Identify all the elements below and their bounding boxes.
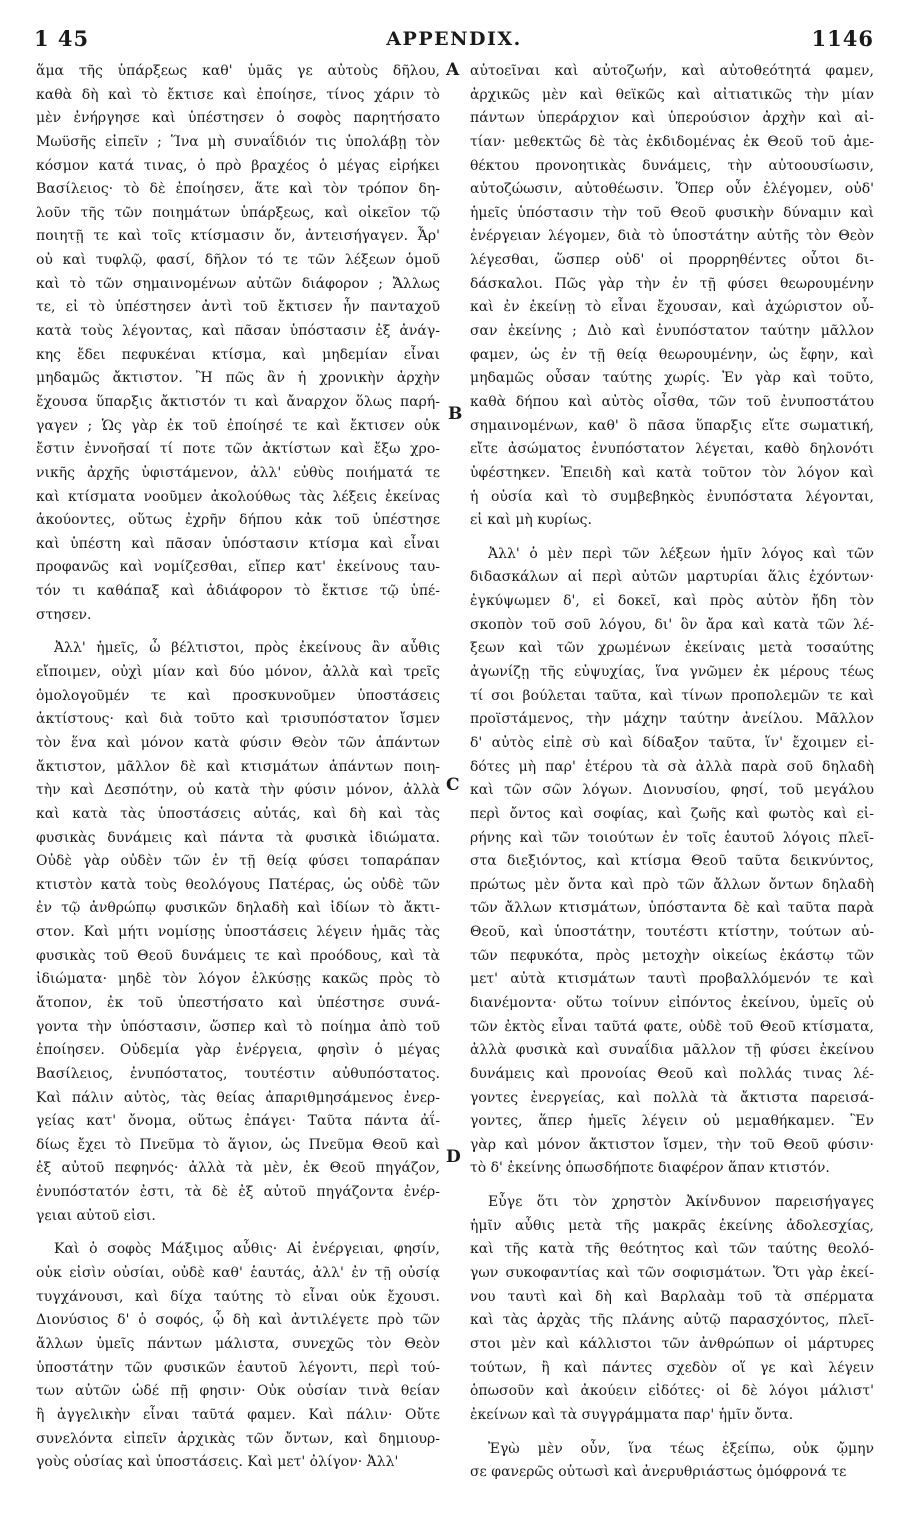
paragraph-gap [36,1228,440,1238]
text-line: Καὶ ὁ σοφὸς Μάξιμος αὖθις· Αἱ ἐνέργειαι, φησίν, [54,1241,440,1258]
text-line: δάσκαλοι. Πῶς γὰρ τὴν ἐν τῇ φύσει θεωρουμένην [470,275,874,292]
text-line: κατὰ τοὺς λέγοντας, καὶ πᾶσαν ὑπόστασιν ἐξ ἀνάγ- [36,323,440,340]
text-line: τῶν ἄλλων κτισμάτων, ὑπόσταντα δὲ καὶ ταῦτα παρὰ [470,900,874,917]
text-line: ἀκτίστους· καὶ διὰ τοῦτο καὶ τρισυπόστατον ἴσμεν [36,711,440,728]
text-line: ὁμολογοῦμέν τε καὶ προσκυνοῦμεν ὑποστάσεις [36,687,440,704]
text-line: γὰρ καὶ μόνον ἄκτιστον ἴσμεν, τὴν τοῦ Θεοῦ φύσιν· [470,1136,874,1153]
text-line: λοῦν τῆς τῶν ποιημάτων ὑπάρξεως, καὶ οἰκεῖον τῷ [36,204,440,221]
text-line: καὶ τὰς ἀρχὰς τῆς πλάνης αὐτῷ παρασχόντος, πλεῖ- [470,1312,874,1329]
text-line: ρήνης καὶ τῶν τοιούτων ἐν τοῖς ἑαυτοῦ λόγοις πλεῖ- [470,829,874,846]
text-line: εἴποιμεν, οὐχὶ μίαν καὶ δύο μόνον, ἀλλὰ καὶ τρεῖς [36,664,440,681]
text-line: γοντες ἐνεργείας, καὶ πολλὰ τὰ ἄκτιστα παρεισά- [470,1089,874,1106]
text-line: μετ' αὐτὰ κτισμάτων ταυτὶ προβαλλόμενόν τε καὶ [470,971,874,988]
page-header [34,26,874,56]
paragraph-gap [470,533,874,543]
text-line: νου ταυτὶ καὶ δὴ καὶ Βαρλαὰμ τοῦ τὰ σπέρματα [470,1288,874,1305]
paragraph [470,1438,874,1485]
text-line: κόσμον κατά τινας, ὁ πρὸ βραχέος ὁ μέγας εἰρήκει [36,157,440,174]
paragraph-gap [470,1181,874,1191]
left-column [36,60,440,1475]
text-line: ἀρχικῶς μὲν καὶ θεϊκῶς καὶ αἰτιατικῶς τὴν μίαν [470,86,874,103]
text-line: προϊστάμενος, τὴν μάχην ταύτην ἀνείλου. Μᾶλλον [470,711,874,728]
text-line: γοὺς οὐσίας καὶ ὑποστάσεις. Καὶ μετ' ὀλίγον· Ἀλλ' [36,1454,399,1471]
text-line: καὶ ἐν ἐκείνῃ τὸ εἶναι ἔχουσαν, καὶ ἀχώριστον οὖ- [470,299,874,316]
text-line: μηδαμῶς ἄκτιστον. Ἢ πῶς ἂν ἡ χρονικὴν ἀρχὴν [36,370,440,387]
text-line: των αὐτῶν ὡδέ πῇ φησιν· Οὐκ οὐσίαν τινὰ θείαν [36,1383,440,1400]
text-line: φυσικὰς τοῦ Θεοῦ δυνάμεις τε καὶ προόδους, καὶ τὰ [36,947,440,964]
margin-marker-b: B [448,404,463,424]
text-line: προφανῶς καὶ νομίζεσθαι, εἴπερ κατ' ἐκείνους ταυ- [36,559,440,576]
text-line: ἐκείνων καὶ τὰ συγγράμματα παρ' ἡμῖν ὄντα. [470,1406,794,1423]
text-line: σημαινομένων, καθ' ὃ πᾶσα ὕπαρξις εἴτε σωματική, [470,417,874,434]
text-line: Διονύσιος δ' ὁ σοφός, ᾧ δὴ καὶ ἀντιλέγετε πρὸ τῶν [36,1312,440,1329]
text-line: τόν τι καθάπαξ καὶ ἀδιάφορον τὸ ἔκτισε τῷ ὑπέ- [36,583,440,600]
text-line: τὸ δ' ἐκείνης ὁπωσδήποτε διαφέρον ἅπαν κτιστόν. [470,1160,830,1177]
text-line: γείας κατ' ὄνομα, οὕτως ἐπάγει· Ταῦτα πάντα ἀΐ- [36,1113,440,1130]
text-line: καὶ τὸ τῶν σημαινομένων αὐτῶν διάφορον ; Ἄλλως [36,275,440,292]
text-line: λέγεσθαι, ὥσπερ οὐδ' οἱ προρρηθέντες οὗτοι δι- [470,252,874,269]
text-line: τὸν ἕνα καὶ μόνον κατὰ φύσιν Θεὸν τῶν ἁπάντων [36,734,440,751]
text-line: διανέμοντα· οὕτω τοίνυν εἰπόντος ἐκείνου, ὑμεῖς οὐ [470,994,874,1011]
text-line: ἐν τῷ ἀνθρώπῳ φυσικῶν δηλαδὴ καὶ ἰδίων τὸ ἄκτι- [36,900,440,917]
text-line: δυνάμεις καὶ προνοίας Θεοῦ καὶ πολλάς τινας λέ- [470,1065,874,1082]
text-line: ἐνέργειαν λέγομεν, διὰ τὸ ὑποστάτην αὐτῆς τὸν Θεὸν [470,228,874,245]
text-line: γοντες, ἅπερ ἡμεῖς λέγειν οὐ μεμαθήκαμεν. Ἓν [470,1113,874,1130]
text-line: ἄκτιστον, μᾶλλον δὲ καὶ κτισμάτων ἁπάντων ποιη- [36,758,440,775]
text-line: πρώτως μὲν ὄντα καὶ πρὸ τῶν ἄλλων ὄντων δηλαδὴ [470,876,874,893]
text-line: οὐκ εἰσὶν οὐσίαι, οὐδὲ καθ' ἑαυτάς, ἀλλ' ἐν τῇ οὐσίᾳ [36,1265,440,1282]
text-line: ποιητῇ τε καὶ τοῖς κτίσμασιν ὄν, ἀντεισήγαγεν. Ἆρ' [36,228,440,245]
text-line: στα διεξιόντος, καὶ κτίσμα Θεοῦ ταῦτα δεικνύντος, [470,853,874,870]
text-line: αὐτοζώωσιν, αὐτοθέωσιν. Ὅπερ οὖν ἐλέγομεν, οὐδ' [470,181,874,198]
paragraph-gap [36,627,440,637]
margin-marker-c: C [446,775,460,795]
text-line: ἐποίησεν. Οὐδεμία γὰρ ἐνέργεια, φησὶν ὁ μέγας [36,1042,440,1059]
text-line: ἄτοπον, ἐκ τοῦ ὑπεστήσατο καὶ ὑπέστησε συνά- [36,994,440,1011]
text-line: γων συκοφαντίας καὶ τῶν σοφισμάτων. Ὅτι γὰρ ἐκεί- [470,1265,874,1282]
text-line: ἡ οὐσία καὶ τὸ συμβεβηκὸς ἐνυπόστατα λέγονται, [470,488,874,505]
text-line: ἢ ἀγγελικὴν εἶναι ταῦτά φαμεν. Καὶ πάλιν· Οὔτε [36,1406,440,1423]
text-line: δίως ἔχει τὸ Πνεῦμα τὸ ἅγιον, ὡς Πνεῦμα Θεοῦ καὶ [36,1136,440,1153]
text-line: ἰδιώματα· μηδὲ τὸν λόγον ἑλκύσῃς κακῶς πρὸς τὸ [36,971,440,988]
text-line: ἔστιν ἐννοῆσαί τί ποτε τῶν ἀκτίστων καὶ ἔξω χρο- [36,441,440,458]
text-line: Εὖγε ὅτι τὸν χρηστὸν Ἀκίνδυνον παρεισήγαγες [488,1194,874,1211]
text-line: Οὐδὲ γὰρ οὐδὲν τῶν ἐν τῇ θείᾳ φύσει τοπαράπαν [36,853,440,870]
text-line: σε φανερῶς οὑτωσὶ καὶ ἀνερυθριάστως ὁμόφρονά τε [470,1464,847,1481]
text-line: Μωϋσῆς εἰπεῖν ; Ἵνα μὴ συναΐδιόν τις ὑπολάβῃ τὸν [36,133,440,150]
text-line: ἀγωνίζῃ τῆς εὐψυχίας, ἵνα γνῶμεν ἐκ μέρους τέως [470,664,874,681]
text-line: τούτων, ἢ καὶ πάντες σχεδὸν οἵ γε καὶ λέγειν [470,1359,874,1376]
page-number-right: 1146 [811,26,874,51]
text-line: καὶ τῆς κατὰ τῆς θεότητος καὶ τῶν ταύτης θεολό- [470,1241,874,1258]
paragraph [470,543,874,1181]
right-column [470,60,874,1485]
text-line: Βασίλειος· τὸ δὲ ἐποίησεν, ἅτε καὶ τὸν τρόπον δη- [36,181,440,198]
text-line: ἐξ αὐτοῦ πεφηνός· ἀλλὰ τὰ μὲν, ἐκ Θεοῦ πηγάζον, [36,1160,440,1177]
text-line: συνελόντα εἰπεῖν ἀρχικὰς τῶν ὄντων, καὶ δημιουρ- [36,1430,440,1447]
text-line: Ἐγὼ μὲν οὖν, ἵνα τέως ἐξείπω, οὐκ ᾤμην [488,1440,874,1457]
text-line: καὶ κτίσματα νοοῦμεν ἀκολούθως τὰς λέξεις ἐκείνας [36,488,440,505]
text-line: καὶ κατὰ τὰς ὑποστάσεις αὐτάς, καὶ δὴ καὶ τὰς [36,805,440,822]
text-line: θέκτου προνοητικὰς δυνάμεις, τὴν αὐτοουσίωσιν, [470,157,874,174]
text-line: δ' αὐτὸς εἰπὲ σὺ καὶ δίδαξον ταῦτα, ἵν' ἔχοιμεν εἰ- [470,734,874,751]
text-line: ὑφέστηκεν. Ἐπειδὴ καὶ κατὰ τοῦτον τὸν λόγον καὶ [470,464,874,481]
text-line: κης ἔδει πεφυκέναι κτίσμα, καὶ μηδεμίαν εἶναι [36,346,440,363]
text-line: Ἀλλ' ἡμεῖς, ὦ βέλτιστοι, πρὸς ἐκείνους ἂν αὖθις [54,640,440,657]
text-line: στον. Καὶ μήτι νομίσῃς ὑποστάσεις λέγειν ἡμᾶς τὰς [36,924,440,941]
paragraph [36,637,440,1228]
text-line: Βασίλειος, ἐνυπόστατος, τουτέστιν αὐθυπόστατος. [36,1065,440,1082]
text-line: ἀλλὰ φυσικὰ καὶ συναΐδια μᾶλλον τῇ φύσει ἐκείνου [470,1042,874,1059]
paragraph [36,60,440,627]
text-line: Καὶ πάλιν αὐτὸς, τὰς θείας ἀπαριθμησάμενος ἐνερ- [36,1089,440,1106]
text-line: ἅμα τῆς ὑπάρξεως καθ' ὑμᾶς γε αὐτοὺς δῆλου, [36,63,440,79]
text-line: αὐτοεῖναι καὶ αὐτοζωήν, καὶ αὐτοθεότητά φαμεν, [470,63,874,79]
text-line: τὴν καὶ Δεσπότην, οὐ κατὰ τὴν φύσιν μόνον, ἀλλὰ [36,782,440,799]
text-line: οὐ καὶ τυφλῷ, φασί, δῆλον τό τε τῶν λέξεων ὁμοῦ [36,252,440,269]
text-line: εἰ καὶ μὴ κυρίως. [470,512,592,529]
text-line: τυγχάνουσι, καὶ δίχα ταύτης τὸ εἶναι οὐκ ἔχουσι. [36,1288,440,1305]
text-line: ἡμεῖς ὑπόστασιν τὴν τοῦ Θεοῦ φυσικὴν δύναμιν καὶ [470,204,874,221]
text-line: γοντα τὴν ὑπόστασιν, ὥσπερ καὶ τὸ ποίημα ἀπὸ τοῦ [36,1018,440,1035]
text-line: καὶ ὑπέστη καὶ πᾶσαν ὑπόστασιν κτίσμα καὶ εἶναι [36,535,440,552]
text-line: ἐγκύψωμεν δ', εἰ δοκεῖ, καὶ πρὸς αὐτὸν ἤδη τὸν [470,593,874,610]
text-line: μηδαμῶς οὖσαν ταύτης χωρίς. Ἐν γὰρ καὶ τοῦτο, [470,370,874,387]
text-line: δότες μὴ παρ' ἑτέρου τὰ σὰ ἀλλὰ παρὰ σοῦ δηλαδὴ [470,758,874,775]
text-line: φαμεν, ὡς ἐν τῇ θείᾳ θεωρουμένην, ὡς ἔφην, καὶ [470,346,874,363]
margin-marker-d: D [446,1147,461,1167]
text-line: εἴτε ἀσώματος ἐνυπόστατον λέγεται, καθὸ δηλονότι [470,441,874,458]
page-number-left: 1 45 [34,26,90,51]
text-line: σκοπὸν τοῦ σοῦ λόγου, δι' ὃν ἄρα καὶ κατὰ τῶν λέ- [470,616,874,633]
text-line: τί σοι βούλεται ταῦτα, καὶ τίνων προπολεμῶν τε καὶ [470,687,874,704]
text-line: κτιστὸν κατὰ τοὺς θεολόγους Πατέρας, ὡς οὐδὲ τῶν [36,876,440,893]
text-line: Ἀλλ' ὁ μὲν περὶ τῶν λέξεων ἡμῖν λόγος καὶ τῶν [488,545,874,562]
text-line: καὶ τῶν σῶν λόγων. Διονυσίου, φησί, τοῦ μεγάλου [470,782,874,799]
text-line: τῶν πεφυκότα, πρὸς μετοχὴν οἰκείως ἑκάστῳ τῶν [470,947,874,964]
text-line: διδασκάλων αἱ περὶ αὐτῶν μαρτυρίαι ἅλις ἐχόντων· [470,569,874,586]
text-line: τε, εἰ τὸ ὑπέστησεν ἀντὶ τοῦ ἔκτισεν ἦν πανταχοῦ [36,299,440,316]
paragraph-gap [470,1428,874,1438]
text-line: γειαι αὐτοῦ εἰσι. [36,1207,156,1224]
text-line: ἡμῖν αὖθις μετὰ τῆς μακρᾶς ἐκείνης ἀδολεσχίας, [470,1217,874,1234]
text-line: στοι μὲν καὶ κάλλιστοι τῶν ἀνθρώπων οἱ μάρτυρες [470,1335,874,1352]
running-head: APPENDIX. [386,28,522,50]
text-line: ἔχουσα ὕπαρξις ἄκτιστόν τι καὶ ἄναρχον ὅλως παρή- [36,393,440,410]
text-line: καθὰ δὴ καὶ τὸ ἔκτισε καὶ ἐποίησε, τίνος χάριν τὸ [36,86,440,103]
text-line: ὑποστάτην τῶν φυσικῶν ἑαυτοῦ λέγοντι, περὶ τού- [36,1359,440,1376]
text-line: ἐνυπόστατόν ἐστι, τὰ δὲ ἐξ αὐτοῦ πηγάζοντα ἐνέρ- [36,1184,440,1201]
text-line: μὲν ἐνήργησε καὶ ὑπέστησεν ὁ σοφὸς παρητήσατο [36,110,440,127]
text-line: περὶ ὄντος καὶ σοφίας, καὶ ζωῆς καὶ φωτὸς καὶ εἰ- [470,805,874,822]
text-line: σαν ἐκείνης ; Διὸ καὶ ἐνυπόστατον ταύτην μᾶλλον [470,323,874,340]
text-line: ξεων καὶ τῶν χρωμένων ἐκείναις μετὰ τοσαύτης [470,640,874,657]
text-line: τῶν ἐκτὸς εἶναι ταῦτά φατε, οὐδὲ τοῦ Θεοῦ κτίσματα, [470,1018,874,1035]
paragraph [470,60,874,533]
paragraph [36,1238,440,1474]
text-line: καθὰ δήπου καὶ αὐτὸς οἶσθα, τῶν τοῦ ἐνυποστάτου [470,393,874,410]
text-line: ὁπωσοῦν καὶ ἀκούειν εἰδότες· οἱ δὲ λόγοι μάλιστ' [470,1383,874,1400]
text-line: τίαν· μεθεκτῶς δὲ τὰς ἐκδιδομένας ἐκ Θεοῦ τοῦ ἀμε- [470,133,874,150]
text-line: ἄλλων ὑμεῖς πάντων μάλιστα, συνεχῶς τὸν Θεὸν [36,1335,440,1352]
text-line: πάντων ὑπεράρχιον καὶ ὑπερούσιον ἀρχὴν καὶ αἰ- [470,110,874,127]
text-line: νικῆς ἀρχῆς ὑφιστάμενον, ἀλλ' εὐθὺς ποιήματά τε [36,464,440,481]
text-line: γαγεν ; Ὡς γὰρ ἐκ τοῦ ἐποίησέ τε καὶ ἔκτισεν οὐκ [36,417,440,434]
text-line: στησεν. [36,606,92,623]
text-line: Θεοῦ, καὶ ὑποστάτην, τουτέστι κτίστην, τούτων αὐ- [470,924,874,941]
margin-marker-a: A [446,60,460,80]
paragraph [470,1191,874,1427]
text-line: ἀκούοντες, οὕτως ἐχρῆν δήπου κἀκ τοῦ ὑπέστησε [36,512,440,529]
text-line: φυσικὰς δυνάμεις καὶ πάντα τὰ φυσικὰ ἰδιώματα. [36,829,440,846]
